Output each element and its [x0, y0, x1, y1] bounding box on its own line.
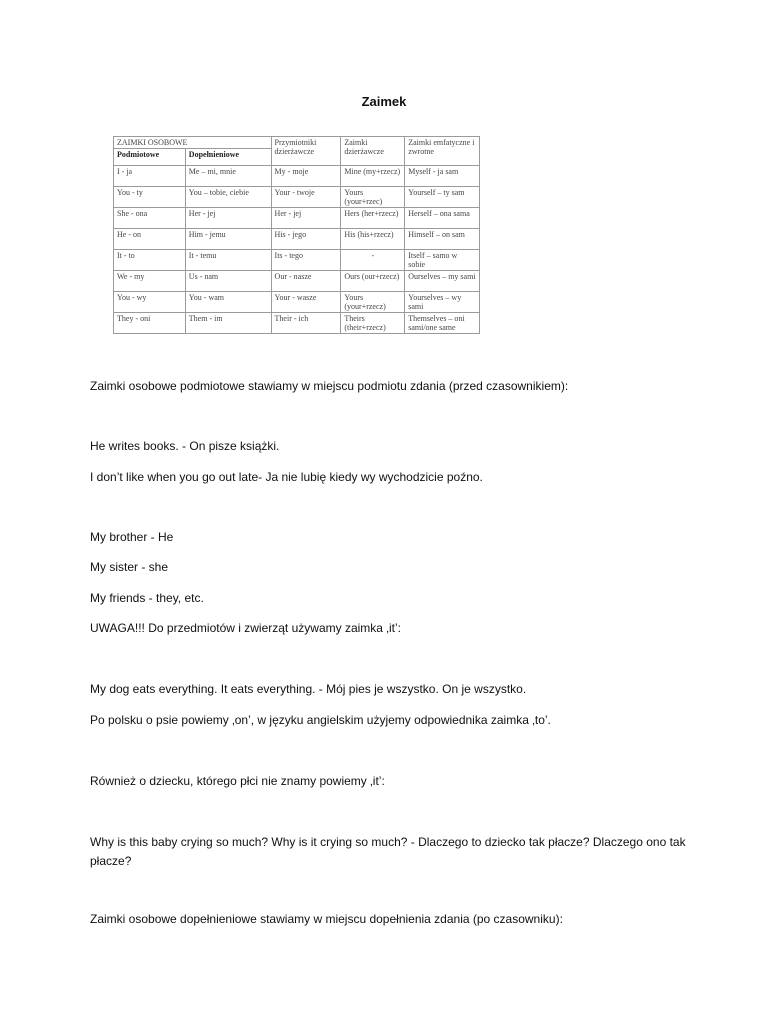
table-cell: Her - jej — [271, 208, 341, 229]
table-group-header: ZAIMKI OSOBOWE — [114, 137, 272, 149]
table-col-header: Dopełnieniowe — [185, 149, 271, 166]
table-col-header: Zaimki emfatyczne i zwrotne — [405, 137, 480, 166]
pronoun-table — [113, 136, 480, 334]
page-title: Zaimek — [361, 94, 407, 109]
table-cell: Her - jej — [185, 208, 271, 229]
table-cell: Our - nasze — [271, 271, 341, 292]
paragraph: My sister - she — [90, 560, 169, 574]
table-cell: Me – mi, mnie — [185, 166, 271, 187]
table-cell: It - to — [114, 250, 186, 271]
table-cell: I - ja — [114, 166, 186, 187]
table-col-header: Zaimki dzierżawcze — [341, 137, 405, 166]
table-cell: Him - jemu — [185, 229, 271, 250]
table-group-header-row — [114, 137, 480, 149]
table-cell: Their - ich — [271, 313, 341, 334]
table-row — [114, 271, 480, 292]
table-row — [114, 208, 480, 229]
paragraph: Po polsku o psie powiemy ‚on’, w języku angielskim użyjemy odpowiednika zaimka ‚to’. — [90, 713, 551, 727]
table-cell: Them - im — [185, 313, 271, 334]
paragraph: I don’t like when you go out late- Ja nie lubię kiedy wy wychodzicie poźno. — [90, 470, 483, 484]
table-cell: Yourselves – wy sami — [405, 292, 480, 313]
table-cell: Yours (your+rzec) — [341, 187, 405, 208]
table-cell: Us - nam — [185, 271, 271, 292]
table-cell: My - moje — [271, 166, 341, 187]
table-cell: Mine (my+rzecz) — [341, 166, 405, 187]
table-cell: Yourself – ty sam — [405, 187, 480, 208]
table-row — [114, 166, 480, 187]
table-cell: Myself - ja sam — [405, 166, 480, 187]
table-cell: Theirs (their+rzecz) — [341, 313, 405, 334]
table-cell: She - ona — [114, 208, 186, 229]
table-cell: Himself – on sam — [405, 229, 480, 250]
table-row — [114, 187, 480, 208]
table-row — [114, 250, 480, 271]
table-cell: Itself – samo w sobie — [405, 250, 480, 271]
table-cell: You - ty — [114, 187, 186, 208]
table-cell: They - oni — [114, 313, 186, 334]
paragraph: Why is this baby crying so much? Why is it crying so much? - Dlaczego to dziecko tak płacze? Dlaczego ono tak płacze? — [90, 835, 686, 868]
paragraph: UWAGA!!! Do przedmiotów i zwierząt używamy zaimka ‚it’: — [90, 621, 401, 635]
paragraph: My dog eats everything. It eats everything. - Mój pies je wszystko. On je wszystko. — [90, 682, 527, 696]
table-row — [114, 292, 480, 313]
table-row — [114, 229, 480, 250]
table-cell: Yours (your+rzecz) — [341, 292, 405, 313]
table-col-header: Podmiotowe — [114, 149, 186, 166]
table-cell: Your - twoje — [271, 187, 341, 208]
table-cell: You – tobie, ciebie — [185, 187, 271, 208]
paragraph: Również o dziecku, którego płci nie znamy powiemy ‚it’: — [90, 774, 385, 788]
table-cell: His - jego — [271, 229, 341, 250]
paragraph: My brother - He — [90, 530, 174, 544]
table-cell: Your - wasze — [271, 292, 341, 313]
table-col-header: Przymiotniki dzierżawcze — [271, 137, 341, 166]
table-cell: He - on — [114, 229, 186, 250]
table-cell: Ourselves – my sami — [405, 271, 480, 292]
paragraph: Zaimki osobowe podmiotowe stawiamy w miejscu podmiotu zdania (przed czasownikiem): — [90, 379, 569, 393]
table-cell: - — [341, 250, 405, 271]
paragraph: Zaimki osobowe dopełnieniowe stawiamy w miejscu dopełnienia zdania (po czasowniku): — [90, 912, 563, 926]
table-cell: His (his+rzecz) — [341, 229, 405, 250]
table-cell: We - my — [114, 271, 186, 292]
table-cell: Themselves – oni sami/one same — [405, 313, 480, 334]
table-cell: It - temu — [185, 250, 271, 271]
paragraph: He writes books. - On pisze książki. — [90, 439, 280, 453]
paragraph: My friends - they, etc. — [90, 591, 204, 605]
table-cell: Herself – ona sama — [405, 208, 480, 229]
table-row — [114, 313, 480, 334]
table-cell: Its - tego — [271, 250, 341, 271]
table-cell: You - wam — [185, 292, 271, 313]
table-cell: You - wy — [114, 292, 186, 313]
table-cell: Hers (her+rzecz) — [341, 208, 405, 229]
table-cell: Ours (our+rzecz) — [341, 271, 405, 292]
